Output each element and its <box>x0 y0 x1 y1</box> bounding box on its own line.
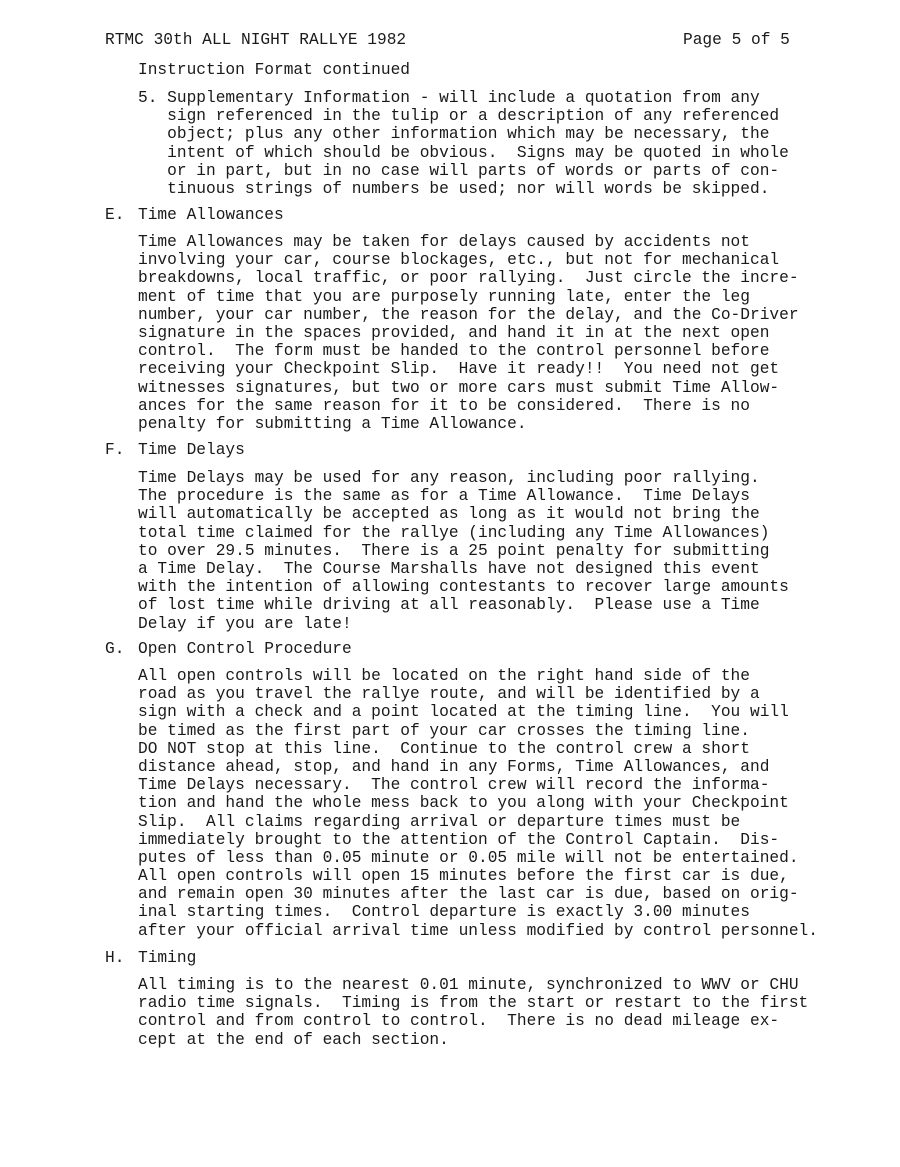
paragraph-line: witnesses signatures, but two or more cars must submit Time Allow- <box>138 378 780 397</box>
section-heading-time-delays: Time Delays <box>138 441 245 459</box>
paragraph-line: distance ahead, stop, and hand in any Forms, Time Allowances, and <box>138 757 770 776</box>
paragraph-line: object; plus any other information which may be necessary, the <box>138 125 770 144</box>
section-body-timing <box>138 976 808 1049</box>
paragraph-line: involving your car, course blockages, etc., but not for mechanical <box>138 251 780 270</box>
paragraph-line: number, your car number, the reason for the delay, and the Co-Driver <box>138 305 799 324</box>
paragraph-line: radio time signals. Timing is from the start or restart to the first <box>138 994 809 1013</box>
paragraph-line: sign referenced in the tulip or a description of any referenced <box>138 107 780 126</box>
paragraph-line: Delay if you are late! <box>138 614 352 633</box>
section-letter-h: H. <box>105 949 125 967</box>
paragraph-line: be timed as the first part of your car crosses the timing line. <box>138 721 750 740</box>
section-body-time-delays <box>138 469 789 633</box>
section-heading-timing: Timing <box>138 949 197 967</box>
section-body-open-control-procedure <box>138 667 818 940</box>
section-letter-g: G. <box>105 640 125 658</box>
page-header <box>105 31 805 51</box>
paragraph-line: ances for the same reason for it to be considered. There is no <box>138 396 750 415</box>
paragraph-line: tion and hand the whole mess back to you along with your Checkpoint <box>138 794 789 813</box>
paragraph-line: after your official arrival time unless modified by control personnel. <box>138 921 818 940</box>
section-letter-e: E. <box>105 206 125 224</box>
document-title: RTMC 30th ALL NIGHT RALLYE 1982 <box>105 31 407 49</box>
continued-heading: Instruction Format continued <box>138 61 410 79</box>
paragraph-line: ment of time that you are purposely running late, enter the leg <box>138 287 750 306</box>
paragraph-line: receiving your Checkpoint Slip. Have it ready!! You need not get <box>138 360 780 379</box>
paragraph-line: 5. Supplementary Information - will include a quotation from any <box>138 89 760 107</box>
paragraph-line: All open controls will be located on the right hand side of the <box>138 667 750 685</box>
paragraph-line: road as you travel the rallye route, and will be identified by a <box>138 685 760 704</box>
paragraph-line: cept at the end of each section. <box>138 1030 449 1049</box>
paragraph-line: The procedure is the same as for a Time Allowance. Time Delays <box>138 487 750 506</box>
paragraph-line: or in part, but in no case will parts of words or parts of con- <box>138 161 780 180</box>
page-number: Page 5 of 5 <box>683 31 790 49</box>
paragraph-line: penalty for submitting a Time Allowance. <box>138 414 527 433</box>
paragraph-line: Time Allowances may be taken for delays caused by accidents not <box>138 233 750 251</box>
paragraph-line: with the intention of allowing contestants to recover large amounts <box>138 578 789 597</box>
paragraph-line: to over 29.5 minutes. There is a 25 point penalty for submitting <box>138 541 770 560</box>
paragraph-line: Slip. All claims regarding arrival or departure times must be <box>138 812 741 831</box>
paragraph-line: immediately brought to the attention of the Control Captain. Dis- <box>138 830 780 849</box>
paragraph-line: putes of less than 0.05 minute or 0.05 mile will not be entertained. <box>138 848 799 867</box>
paragraph-line: tinuous strings of numbers be used; nor will words be skipped. <box>138 179 770 198</box>
paragraph-line: control and from control to control. There is no dead mileage ex- <box>138 1012 780 1031</box>
section-heading-open-control-procedure: Open Control Procedure <box>138 640 352 658</box>
paragraph-line: sign with a check and a point located at the timing line. You will <box>138 703 789 722</box>
paragraph-line: control. The form must be handed to the control personnel before <box>138 342 770 361</box>
paragraph-line: Time Delays necessary. The control crew will record the informa- <box>138 776 770 795</box>
paragraph-line: and remain open 30 minutes after the last car is due, based on orig- <box>138 885 799 904</box>
paragraph-line: signature in the spaces provided, and hand it in at the next open <box>138 323 770 342</box>
paragraph-line: All timing is to the nearest 0.01 minute, synchronized to WWV or CHU <box>138 976 799 994</box>
item-5-supplementary-information <box>138 89 789 198</box>
paragraph-line: intent of which should be obvious. Signs may be quoted in whole <box>138 143 789 162</box>
section-letter-f: F. <box>105 441 125 459</box>
section-heading-time-allowances: Time Allowances <box>138 206 284 224</box>
paragraph-line: breakdowns, local traffic, or poor rallying. Just circle the incre- <box>138 269 799 288</box>
paragraph-line: a Time Delay. The Course Marshalls have not designed this event <box>138 559 760 578</box>
paragraph-line: inal starting times. Control departure is exactly 3.00 minutes <box>138 903 750 922</box>
paragraph-line: All open controls will open 15 minutes before the first car is due, <box>138 867 789 886</box>
paragraph-line: will automatically be accepted as long as it would not bring the <box>138 505 760 524</box>
paragraph-line: DO NOT stop at this line. Continue to the control crew a short <box>138 739 750 758</box>
paragraph-line: Time Delays may be used for any reason, including poor rallying. <box>138 469 760 487</box>
section-body-time-allowances <box>138 233 799 433</box>
paragraph-line: total time claimed for the rallye (including any Time Allowances) <box>138 523 770 542</box>
paragraph-line: of lost time while driving at all reasonably. Please use a Time <box>138 596 760 615</box>
